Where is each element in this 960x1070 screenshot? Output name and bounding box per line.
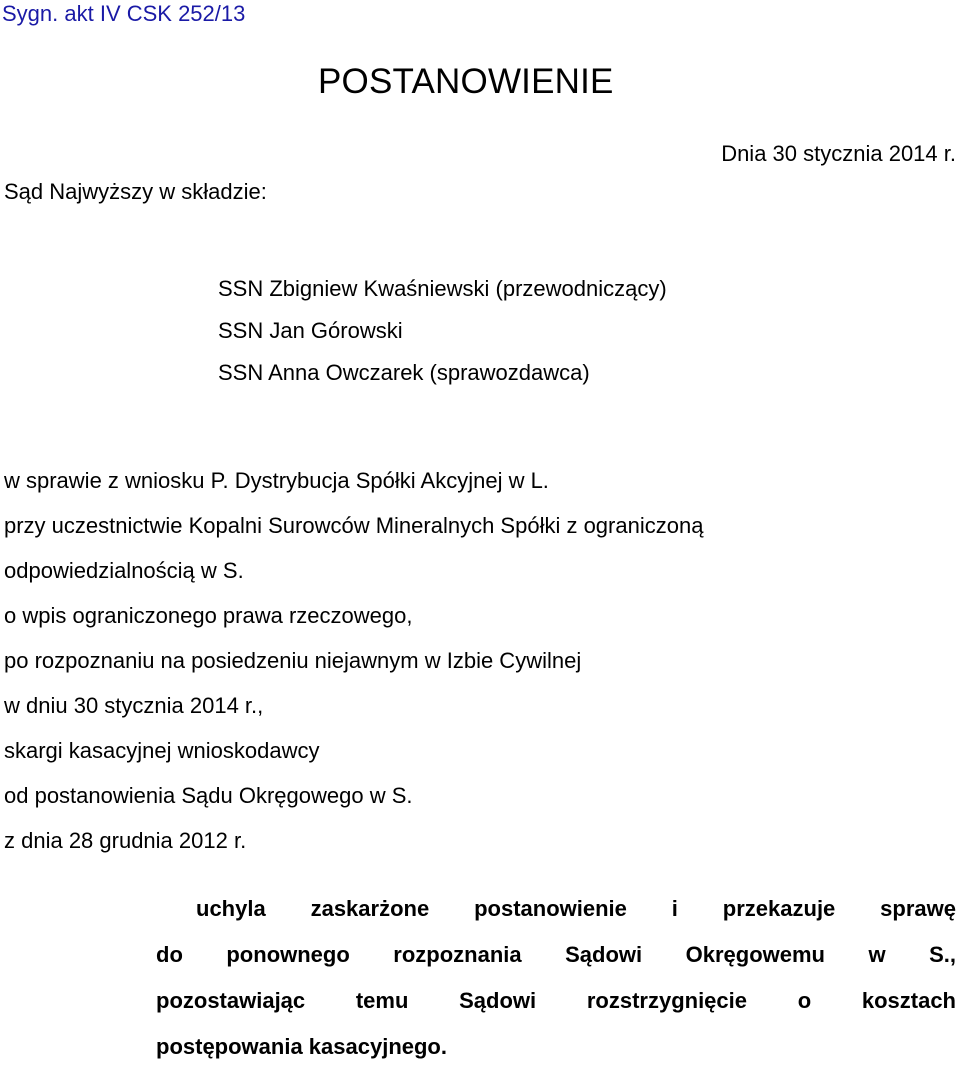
- ruling-line: uchyla zaskarżone postanowienie i przekazuje sprawę: [196, 896, 956, 921]
- body-line: od postanowienia Sądu Okręgowego w S.: [4, 783, 413, 808]
- ruling-line: do ponownego rozpoznania Sądowi Okręgowemu w S.,: [156, 942, 956, 967]
- case-description: [4, 458, 703, 863]
- case-signature: Sygn. akt IV CSK 252/13: [2, 1, 246, 26]
- ruling-line: postępowania kasacyjnego.: [156, 1034, 447, 1059]
- judges-list: [218, 268, 667, 394]
- ruling-line: pozostawiając temu Sądowi rozstrzygnięcie o kosztach: [156, 988, 956, 1013]
- document-title: POSTANOWIENIE: [318, 62, 614, 101]
- body-line: przy uczestnictwie Kopalni Surowców Mineralnych Spółki z ograniczoną: [4, 513, 704, 538]
- judge-line: SSN Jan Górowski: [218, 318, 403, 343]
- ruling-block: [156, 886, 956, 1070]
- judge-line: SSN Anna Owczarek (sprawozdawca): [218, 360, 590, 385]
- body-line: po rozpoznaniu na posiedzeniu niejawnym w Izbie Cywilnej: [4, 648, 582, 673]
- body-line: odpowiedzialnością w S.: [4, 558, 244, 583]
- decision-date: Dnia 30 stycznia 2014 r.: [721, 141, 956, 166]
- body-line: w dniu 30 stycznia 2014 r.,: [4, 693, 264, 718]
- body-line: skargi kasacyjnej wnioskodawcy: [4, 738, 320, 763]
- body-line: w sprawie z wniosku P. Dystrybucja Spółki Akcyjnej w L.: [4, 468, 549, 493]
- body-line: z dnia 28 grudnia 2012 r.: [4, 828, 247, 853]
- judge-line: SSN Zbigniew Kwaśniewski (przewodniczący): [218, 276, 667, 301]
- court-composition-label: Sąd Najwyższy w składzie:: [4, 179, 267, 204]
- body-line: o wpis ograniczonego prawa rzeczowego,: [4, 603, 413, 628]
